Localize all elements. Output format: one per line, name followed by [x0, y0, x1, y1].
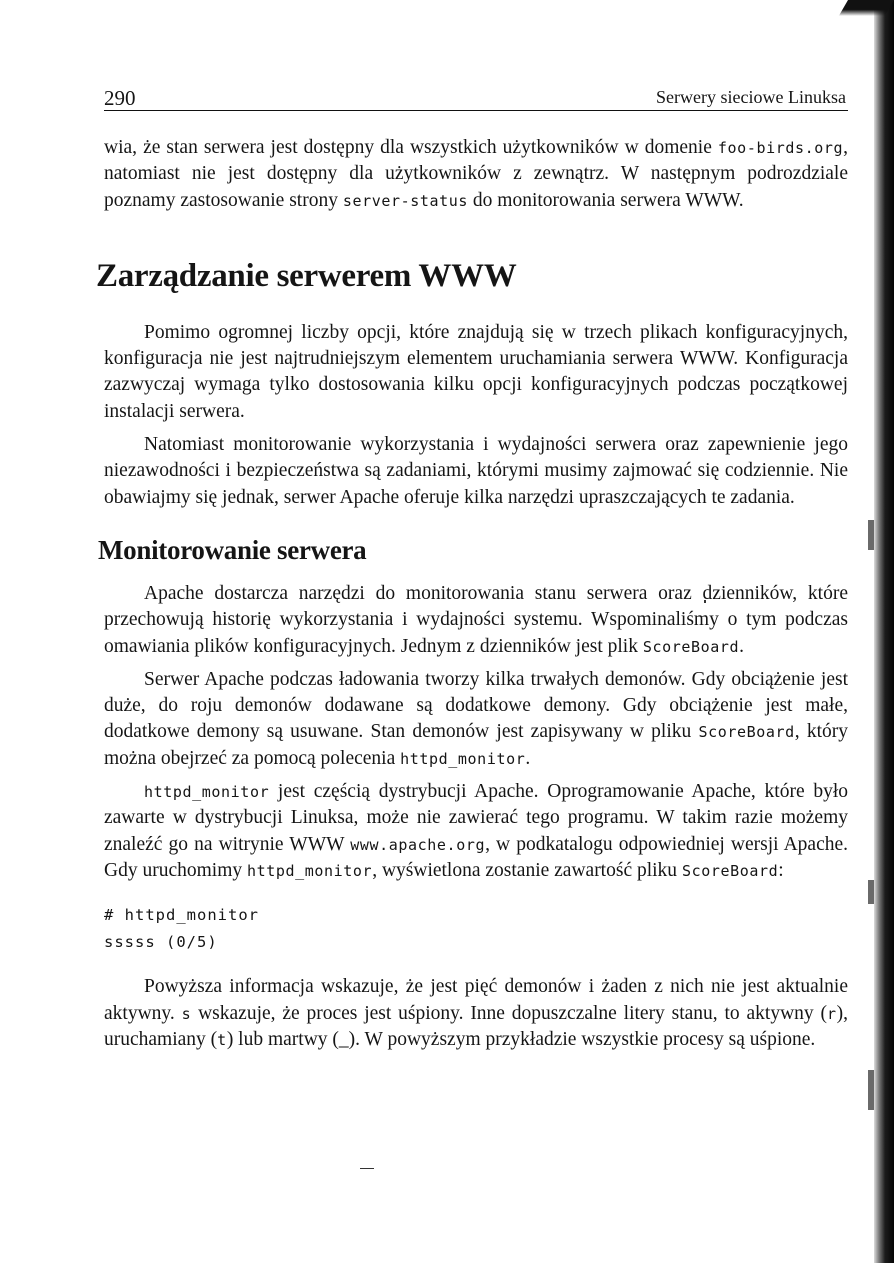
scan-artifact [360, 1168, 374, 1169]
code-line: # httpd_monitor [104, 906, 259, 925]
paragraph [104, 667, 848, 772]
paragraph: Pomimo ogromnej liczby opcji, które znajdują się w trzech plikach konfiguracyjnych, konfiguracja nie jest najtrudniejszym elementem uruchamiania serwera WWW. Konfiguracja zazwyczaj wymaga tylko dostosowania kilku opcji konfiguracyjnych podczas początkowej instalacji serwera. [104, 321, 848, 422]
inline-code: httpd_monitor [144, 783, 270, 802]
inline-code: r [827, 1004, 837, 1023]
text-run: , w podkatalogu odpowiedniej wersji Apache. Gdy uruchomimy [104, 833, 848, 881]
running-title: Serwery sieciowe Linuksa [656, 87, 846, 107]
inline-code: server-status [342, 191, 469, 210]
binding-corner-shadow [839, 0, 894, 16]
inline-code: ScoreBoard [681, 861, 779, 880]
inline-code: httpd_monitor [400, 749, 526, 768]
paragraph [104, 779, 848, 884]
binding-speck [868, 1070, 874, 1110]
inline-code: foo-birds.org [717, 139, 844, 157]
text-run: , natomiast nie jest dostępny dla użytkowników z zewnątrz. W następnym podrozdziale poznamy zastosowanie strony [104, 137, 848, 211]
subsection-heading: Monitorowanie serwera [98, 534, 367, 565]
section-heading: Zarządzanie serwerem WWW [96, 257, 517, 294]
inline-code: ScoreBoard [698, 723, 795, 742]
intro-paragraph [104, 135, 848, 214]
text-run: wia, że stan serwera jest dostępny dla wszystkich użytkowników w domenie [104, 137, 718, 158]
text-run: jest częścią dystrybucji Apache. Oprogramowanie Apache, które było zawarte w dystrybucji Linuksa, może nie zawierać tego programu. W takim razie możemy znaleźć go na witrynie WWW [104, 781, 848, 855]
text-run: do monitorowania serwera WWW. [468, 189, 744, 211]
code-block [104, 902, 848, 956]
binding-speck [868, 520, 874, 550]
text-run: ) lub martwy (_). W powyższym przykładzie wszystkie procesy są uśpione. [226, 1028, 816, 1050]
text-run: Apache dostarcza narzędzi do monitorowania stanu serwera oraz dzienników, które przechowują historię wykorzystania i wydajności systemu. Wspominaliśmy o tym podczas omawiania plików konfiguracyjnych. Jednym z dzienników jest plik [104, 582, 848, 657]
page-header [104, 82, 848, 111]
text-run: ), uruchamiany ( [104, 1002, 849, 1050]
inline-code: t [217, 1030, 227, 1049]
binding-speck [868, 880, 874, 904]
text-run: Powyższa informacja wskazuje, że jest pięć demonów i żaden z nich nie jest aktualnie aktywny. [104, 976, 848, 1024]
inline-code: httpd_monitor [246, 861, 373, 880]
text-run: Serwer Apache podczas ładowania tworzy kilka trwałych demonów. Gdy obciążenie jest duże, do roju demonów dodawane są dodatkowe demony. Gdy obciążenie jest małe, dodatkowe demony są usuwane. Stan demonów jest zapisywany w pliku [104, 668, 848, 743]
paragraph [104, 581, 848, 660]
page-body [96, 135, 849, 1053]
binding-shadow [874, 0, 894, 1263]
inline-code: ScoreBoard [642, 637, 740, 656]
inline-code: www.apache.org [350, 835, 486, 854]
paragraph: Natomiast monitorowanie wykorzystania i wydajności serwera oraz zapewnienie jego niezawodności i bezpieczeństwa są zadaniami, którymi musimy zajmować się codziennie. Nie obawiajmy się jednak, serwer Apache oferuje kilka narzędzi upraszczających te zadania. [104, 434, 848, 508]
text-run: , który można obejrzeć za pomocą polecenia [104, 721, 848, 769]
page-number: 290 [104, 86, 136, 110]
text-run: . [739, 635, 745, 657]
text-run: : [778, 859, 784, 881]
inline-code: s [181, 1004, 192, 1023]
text-run: . [525, 747, 531, 769]
code-line: sssss (0/5) [104, 933, 218, 952]
text-run: , wyświetlona zostanie zawartość pliku [372, 859, 682, 881]
text-run: wskazuje, że proces jest uśpiony. Inne dopuszczalne litery stanu, to aktywny ( [191, 1002, 827, 1024]
paragraph [104, 974, 848, 1053]
